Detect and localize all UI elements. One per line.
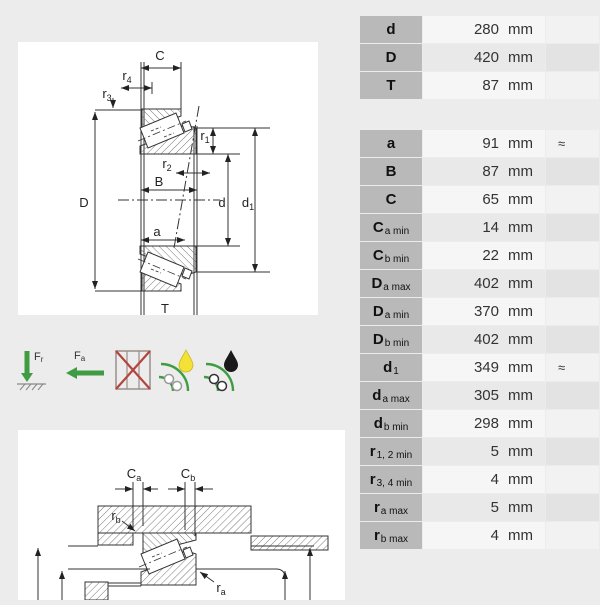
spec-row bbox=[360, 158, 600, 185]
spec-unit: mm bbox=[508, 303, 533, 320]
axial-load-icon bbox=[66, 350, 104, 379]
spec-approx bbox=[546, 410, 599, 437]
dim-label-a: a bbox=[153, 224, 161, 239]
spec-row bbox=[360, 72, 600, 99]
spec-row bbox=[360, 298, 600, 325]
spec-table bbox=[360, 16, 600, 550]
suitability-icon-strip bbox=[14, 346, 249, 394]
spec-unit: mm bbox=[508, 499, 533, 516]
spec-symbol: d b min bbox=[360, 410, 422, 437]
spec-row bbox=[360, 214, 600, 241]
spec-row bbox=[360, 382, 600, 409]
spec-value-cell bbox=[423, 186, 545, 213]
spec-value: 87 bbox=[482, 163, 499, 180]
spec-value-cell bbox=[423, 158, 545, 185]
spec-value-cell bbox=[423, 522, 545, 549]
spec-row bbox=[360, 242, 600, 269]
spec-approx: ≈ bbox=[546, 130, 599, 157]
spec-value: 4 bbox=[490, 471, 499, 488]
spec-value-cell bbox=[423, 438, 545, 465]
housing-bore-right bbox=[251, 536, 328, 550]
spec-approx bbox=[546, 466, 599, 493]
spec-value-cell bbox=[423, 382, 545, 409]
spec-value: 87 bbox=[482, 77, 499, 94]
spec-symbol: r b max bbox=[360, 522, 422, 549]
spec-symbol: B bbox=[360, 158, 422, 185]
spec-unit: mm bbox=[508, 275, 533, 292]
spec-row bbox=[360, 270, 600, 297]
spec-unit: mm bbox=[508, 163, 533, 180]
spec-value: 305 bbox=[473, 387, 499, 404]
housing-block bbox=[98, 506, 251, 533]
mounting-panel bbox=[18, 430, 345, 600]
oil-lubrication-icon bbox=[204, 350, 238, 391]
spec-unit: mm bbox=[508, 191, 533, 208]
oil-drop bbox=[224, 350, 238, 372]
spec-symbol: r 3, 4 min bbox=[360, 466, 422, 493]
spec-row bbox=[360, 130, 600, 157]
spec-approx bbox=[546, 186, 599, 213]
spec-symbol: C a min bbox=[360, 214, 422, 241]
spec-row bbox=[360, 186, 600, 213]
spec-unit: mm bbox=[508, 443, 533, 460]
spec-unit: mm bbox=[508, 49, 533, 66]
spec-approx bbox=[546, 326, 599, 353]
spec-unit: mm bbox=[508, 247, 533, 264]
spec-row bbox=[360, 354, 600, 381]
spec-approx bbox=[546, 382, 599, 409]
spec-approx bbox=[546, 298, 599, 325]
dim-label-Cb: $C_b$ bbox=[180, 466, 196, 483]
dim-label-D: D bbox=[79, 195, 89, 210]
dim-label-C: C bbox=[155, 48, 165, 63]
spec-unit: mm bbox=[508, 527, 533, 544]
spec-symbol: D b min bbox=[360, 326, 422, 353]
spec-value-cell bbox=[423, 16, 545, 43]
spec-symbol: D bbox=[360, 44, 422, 71]
spec-value-cell bbox=[423, 410, 545, 437]
spec-value-cell bbox=[423, 326, 545, 353]
spec-unit: mm bbox=[508, 387, 533, 404]
spec-row bbox=[360, 466, 600, 493]
no-seal-icon bbox=[116, 351, 150, 389]
mounting-drawing bbox=[18, 430, 345, 600]
spec-approx bbox=[546, 270, 599, 297]
spec-row bbox=[360, 494, 600, 521]
spec-row bbox=[360, 16, 600, 43]
spec-value-cell bbox=[423, 494, 545, 521]
spec-value: 65 bbox=[482, 191, 499, 208]
spec-symbol: C bbox=[360, 186, 422, 213]
dim-label-r3: $r_3$ bbox=[102, 86, 112, 103]
spec-symbol: T bbox=[360, 72, 422, 99]
spec-value-cell bbox=[423, 466, 545, 493]
dim-label-d: d bbox=[218, 195, 226, 210]
spec-value: 402 bbox=[473, 331, 499, 348]
bearing-section-panel bbox=[18, 42, 318, 315]
spec-value-cell bbox=[423, 44, 545, 71]
spec-value-cell bbox=[423, 354, 545, 381]
spec-approx: ≈ bbox=[546, 354, 599, 381]
bearing-cross-section-drawing bbox=[18, 42, 318, 315]
spec-value-cell bbox=[423, 130, 545, 157]
spec-group bbox=[360, 16, 600, 99]
svg-text:Fr: Fr bbox=[34, 351, 44, 364]
spec-unit: mm bbox=[508, 21, 533, 38]
spec-value-cell bbox=[423, 270, 545, 297]
dim-label-r4: $r_4$ bbox=[122, 68, 132, 85]
dim-label-r2: $r_2$ bbox=[162, 156, 172, 173]
spec-row bbox=[360, 438, 600, 465]
spec-approx bbox=[546, 158, 599, 185]
spec-value: 4 bbox=[490, 527, 499, 544]
spec-unit: mm bbox=[508, 77, 533, 94]
spec-unit: mm bbox=[508, 471, 533, 488]
spec-row bbox=[360, 522, 600, 549]
dim-label-ra: $r_a$ bbox=[216, 580, 226, 597]
spec-approx bbox=[546, 72, 599, 99]
spec-approx bbox=[546, 242, 599, 269]
spec-symbol: d a max bbox=[360, 382, 422, 409]
spec-unit: mm bbox=[508, 219, 533, 236]
dim-label-d1: $d_1$ bbox=[241, 195, 255, 212]
spec-symbol: d 1 bbox=[360, 354, 422, 381]
housing-shoulder bbox=[98, 533, 133, 545]
spec-approx bbox=[546, 438, 599, 465]
spec-value: 14 bbox=[482, 219, 499, 236]
spec-value: 280 bbox=[473, 21, 499, 38]
spec-symbol: D a min bbox=[360, 298, 422, 325]
spec-symbol: C b min bbox=[360, 242, 422, 269]
dim-label-rb: $r_b$ bbox=[111, 508, 121, 525]
spec-row bbox=[360, 326, 600, 353]
spec-symbol: r 1, 2 min bbox=[360, 438, 422, 465]
spec-value: 370 bbox=[473, 303, 499, 320]
spec-value-cell bbox=[423, 298, 545, 325]
spec-value-cell bbox=[423, 242, 545, 269]
spec-unit: mm bbox=[508, 331, 533, 348]
spec-unit: mm bbox=[508, 359, 533, 376]
spec-value: 298 bbox=[473, 415, 499, 432]
spec-row bbox=[360, 410, 600, 437]
dim-label-Ca: $C_a$ bbox=[126, 466, 142, 483]
spec-unit: mm bbox=[508, 135, 533, 152]
dim-label-T: T bbox=[161, 301, 169, 315]
spec-row bbox=[360, 44, 600, 71]
spec-value-cell bbox=[423, 214, 545, 241]
spec-value: 420 bbox=[473, 49, 499, 66]
svg-text:Fa: Fa bbox=[74, 350, 86, 363]
radial-load-icon bbox=[17, 351, 46, 390]
dim-label-r1: $r_1$ bbox=[200, 128, 210, 145]
spec-value: 91 bbox=[482, 135, 499, 152]
spec-symbol: D a max bbox=[360, 270, 422, 297]
spec-approx bbox=[546, 16, 599, 43]
grease-drop bbox=[179, 350, 193, 372]
spec-value-cell bbox=[423, 72, 545, 99]
spec-group bbox=[360, 130, 600, 549]
shaft-shoulder bbox=[85, 582, 108, 600]
spec-value: 22 bbox=[482, 247, 499, 264]
spec-symbol: a bbox=[360, 130, 422, 157]
spec-approx bbox=[546, 214, 599, 241]
spec-value: 5 bbox=[490, 499, 499, 516]
spec-value: 402 bbox=[473, 275, 499, 292]
spec-unit: mm bbox=[508, 415, 533, 432]
spec-approx bbox=[546, 494, 599, 521]
spec-value: 349 bbox=[473, 359, 499, 376]
spec-value: 5 bbox=[490, 443, 499, 460]
spec-symbol: d bbox=[360, 16, 422, 43]
dim-label-B: B bbox=[154, 174, 164, 189]
grease-lubrication-icon bbox=[159, 350, 193, 391]
spec-symbol: r a max bbox=[360, 494, 422, 521]
spec-approx bbox=[546, 522, 599, 549]
spec-approx bbox=[546, 44, 599, 71]
